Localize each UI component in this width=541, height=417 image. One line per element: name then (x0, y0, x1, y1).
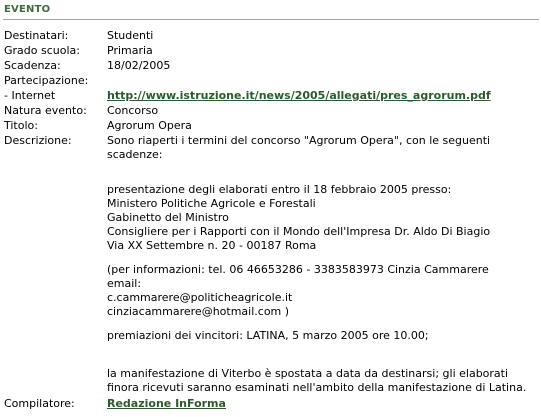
partecipazione-label: Partecipazione: (4, 74, 89, 87)
grado-scuola-label: Grado scuola: (4, 44, 80, 57)
compilatore-label: Compilatore: (4, 397, 75, 410)
descrizione-line: finora ricevuti saranno esaminati nell'ambito della manifestazione di Latina. (107, 381, 527, 394)
descrizione-line: Ministero Politiche Agricole e Forestali (107, 197, 316, 210)
field-titolo (4, 119, 539, 133)
field-compilatore (4, 397, 539, 411)
natura-evento-label: Natura evento: (4, 104, 87, 117)
descrizione-line: Gabinetto del Ministro (107, 211, 229, 224)
natura-evento-value: Concorso (107, 104, 159, 117)
descrizione-line: la manifestazione di Viterbo è spostata a data da destinarsi; gli elaborati (107, 367, 509, 380)
field-partecipazione (4, 74, 539, 88)
event-title: EVENTO (4, 4, 51, 15)
descrizione-line: premiazioni dei vincitori: LATINA, 5 marzo 2005 ore 10.00; (107, 329, 429, 342)
field-internet (4, 89, 539, 103)
field-scadenza (4, 59, 539, 73)
descrizione-line: cinziacammarere@hotmail.com ) (107, 305, 290, 318)
compilatore-link[interactable]: Redazione InForma (107, 397, 226, 410)
descrizione-line: scadenze: (107, 148, 163, 161)
descrizione-line: presentazione degli elaborati entro il 18 febbraio 2005 presso: (107, 183, 452, 196)
descrizione-line: (per informazioni: tel. 06 46653286 - 3383583973 Cinzia Cammarere (107, 263, 489, 276)
scadenza-value: 18/02/2005 (107, 59, 171, 72)
descrizione-line: Sono riaperti i termini del concorso "Agrorum Opera", con le seguenti (107, 134, 491, 147)
grado-scuola-value: Primaria (107, 44, 153, 57)
descrizione-label: Descrizione: (4, 134, 72, 147)
event-header (3, 2, 539, 20)
titolo-value: Agrorum Opera (107, 119, 192, 132)
field-grado-scuola (4, 44, 539, 58)
internet-label: - Internet (4, 89, 56, 102)
descrizione-line: email: (107, 277, 142, 290)
destinatari-label: Destinatari: (4, 29, 69, 42)
descrizione-line: Consigliere per i Rapporti con il Mondo dell'Impresa Dr. Aldo Di Biagio (107, 225, 491, 238)
titolo-label: Titolo: (4, 119, 38, 132)
descrizione-line: Via XX Settembre n. 20 - 00187 Roma (107, 239, 317, 252)
descrizione-line: c.cammarere@politicheagricole.it (107, 291, 293, 304)
field-natura-evento (4, 104, 539, 118)
field-destinatari (4, 29, 539, 43)
destinatari-value: Studenti (107, 29, 154, 42)
scadenza-label: Scadenza: (4, 59, 61, 72)
internet-link[interactable]: http://www.istruzione.it/news/2005/allegati/pres_agrorum.pdf (107, 89, 491, 102)
